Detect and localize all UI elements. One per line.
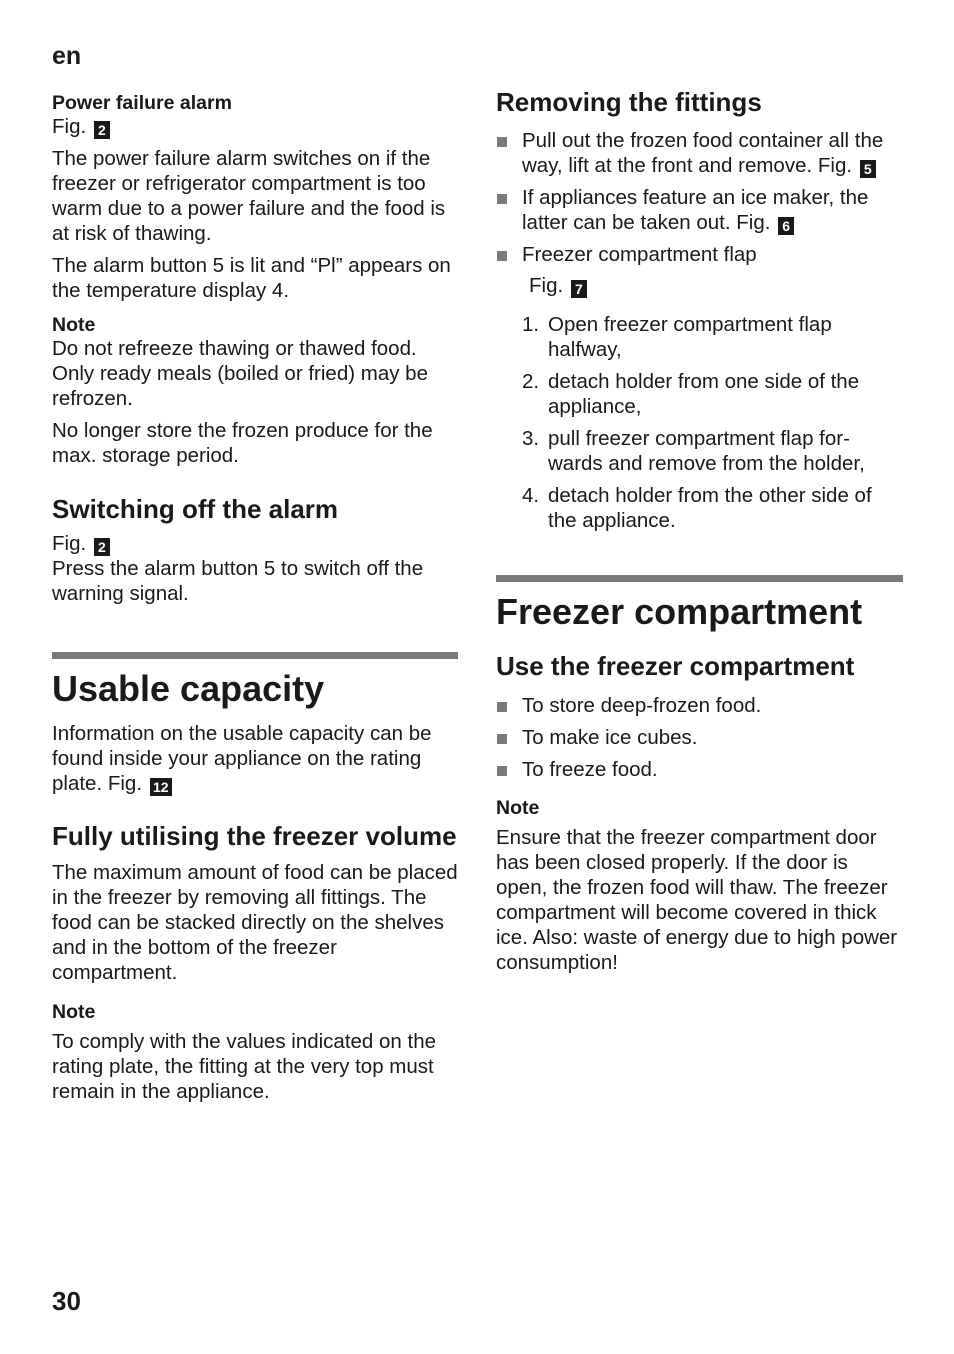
section-divider [496,575,903,582]
usable-capacity-section [52,652,458,796]
note-label: Note [52,314,96,336]
removing-fittings-section [496,88,903,533]
switching-off-section [52,495,458,606]
use-freezer-title: Use the freezer compartment [496,651,855,681]
steps-list [496,312,903,533]
figure-number-badge: 7 [571,280,587,298]
removing-fittings-list [496,128,903,267]
note-label: Note [496,797,540,819]
figure-number-badge: 6 [778,217,794,235]
note-text-2: No longer store the frozen produce for the max. storage period. [52,419,433,467]
section-divider [52,652,458,659]
figure-reference: Fig. 2 [52,531,458,556]
step-item: 3. pull freezer compartment flap for-wards and remove from the holder, [522,427,865,475]
usable-capacity-text: Information on the usable capacity can be found inside your appliance on the rating plate. Fig. 12 [52,722,432,795]
note-label: Note [52,1001,96,1023]
note-text: Ensure that the freezer compartment door has been closed properly. If the door is open, the frozen food will thaw. The freezer compartment will become covered in thick ice. Also: waste of energy due to high power consumption! [496,826,898,974]
step-item: 1. Open freezer compartment flap halfway, [522,313,832,361]
note-text: To comply with the values indicated on the rating plate, the fitting at the very top must remain in the appliance. [52,1030,437,1103]
list-item: To freeze food. [496,757,903,782]
list-item: If appliances feature an ice maker, the latter can be taken out. Fig. 6 [496,185,903,235]
left-column [52,92,458,1104]
figure-reference: Fig. 7 [496,273,903,298]
usable-capacity-title: Usable capacity [52,668,325,709]
power-failure-section [52,92,458,468]
step-item: 4. detach holder from the other side of the appliance. [522,484,872,532]
use-freezer-list [496,693,903,782]
right-column [496,88,903,975]
list-item: Freezer compartment flap [496,242,903,267]
fully-utilising-section [52,822,458,1104]
language-code: en [52,42,82,70]
step-item: 2. detach holder from one side of the appliance, [522,370,860,418]
switching-off-title: Switching off the alarm [52,494,339,524]
list-item: To make ice cubes. [496,725,903,750]
note-text: Do not refreeze thawing or thawed food. Only ready meals (boiled or fried) may be refrozen. [52,337,428,410]
fully-utilising-title: Fully utilising the freezer volume [52,821,457,851]
power-failure-text-2: The alarm button 5 is lit and “Pl” appears on the temperature display 4. [52,254,451,302]
list-item: To store deep-frozen food. [496,693,903,718]
page-number: 30 [52,1286,81,1316]
freezer-compartment-section [496,575,903,975]
power-failure-title: Power failure alarm [52,92,232,114]
freezer-compartment-title: Freezer compartment [496,591,863,632]
figure-number-badge: 2 [94,538,110,556]
figure-number-badge: 12 [150,778,172,796]
removing-fittings-title: Removing the fittings [496,87,762,117]
list-item: Pull out the frozen food container all the way, lift at the front and remove. Fig. 5 [496,128,903,178]
switching-off-text: Press the alarm button 5 to switch off the warning signal. [52,557,424,605]
power-failure-text: The power failure alarm switches on if the freezer or refrigerator compartment is too warm due to a power failure and the food is at risk of thawing. [52,147,446,245]
figure-number-badge: 2 [94,121,110,139]
fully-utilising-text: The maximum amount of food can be placed in the freezer by removing all fittings. The food can be stacked directly on the shelves and in the bottom of the freezer compartment. [52,861,458,984]
figure-number-badge: 5 [860,160,876,178]
figure-reference: Fig. 2 [52,114,458,139]
